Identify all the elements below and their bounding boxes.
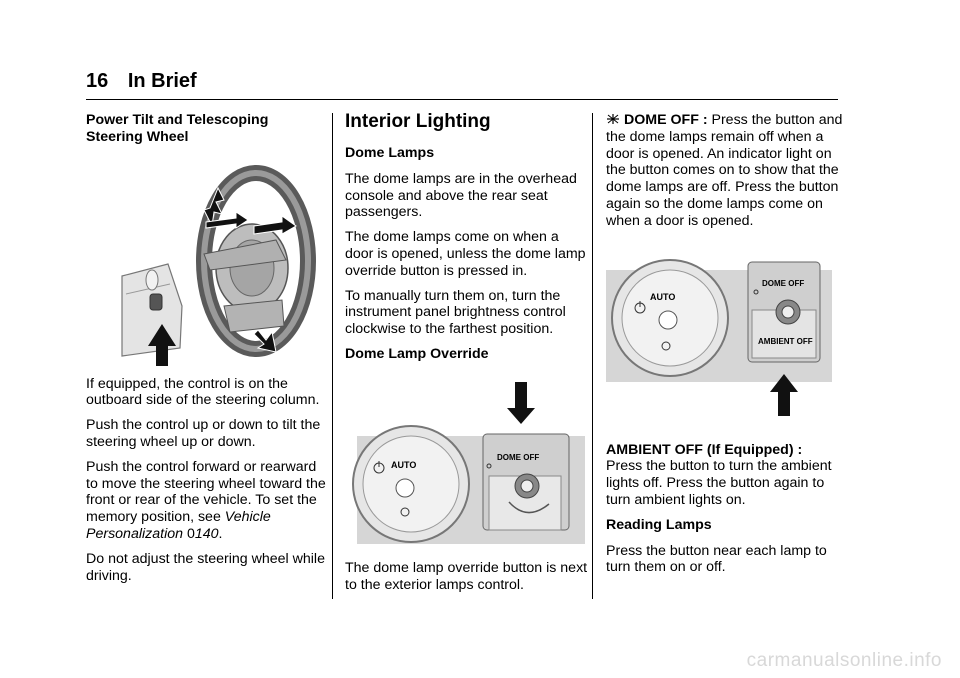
dome-override-illustration xyxy=(345,372,585,550)
column-3 xyxy=(606,112,852,584)
reading-lamps-heading: Reading Lamps xyxy=(606,516,712,533)
steering-p1: If equipped, the control is on the outboard side of the steering column. xyxy=(86,375,320,409)
footer-watermark: carmanualsonline.info xyxy=(746,650,942,671)
dome-off-label: DOME OFF xyxy=(497,452,540,462)
auto-label: AUTO xyxy=(391,459,417,470)
column-divider-1 xyxy=(332,113,333,599)
ambient-off-label: AMBIENT OFF xyxy=(758,336,813,346)
chapter-title: In Brief xyxy=(127,70,197,92)
dome-off-label-2: DOME OFF xyxy=(762,278,805,288)
ambient-off-description: AMBIENT OFF (If Equipped) : Press the button to turn the ambient lights off. Press the button again to turn ambient lights on. xyxy=(606,441,832,508)
dome-p1: The dome lamps are in the overhead console and above the rear seat passengers. xyxy=(345,170,577,221)
header-rule xyxy=(86,99,838,100)
steering-wheel-heading: Power Tilt and Telescoping Steering Wheel xyxy=(86,112,269,145)
column-divider-2 xyxy=(592,113,593,599)
dome-p3: To manually turn them on, turn the instrument panel brightness control clockwise to the farthest position. xyxy=(345,287,566,338)
dome-p2: The dome lamps come on when a door is opened, unless the dome lamp override button is pressed in. xyxy=(345,229,586,279)
steering-p3: Push the control forward or rearward to move the steering wheel toward the front or rear of the vehicle. To set the memory position, see Vehicle Personalization 0140. xyxy=(86,458,326,542)
dome-lamps-heading: Dome Lamps xyxy=(345,145,435,161)
page-header xyxy=(86,70,197,93)
xref-link[interactable]: Vehicle Personalization xyxy=(86,509,271,542)
dome-off-description: DOME OFF : Press the button and the dome lamps remain off when a door is opened. An indicator light on the button comes on to show that the dome lamps are off. Press the button again so the dome lamps come on when a door is opened. xyxy=(606,112,843,229)
xref-page[interactable]: 140 xyxy=(194,525,219,542)
steering-p2: Push the control up or down to tilt the steering wheel up or down. xyxy=(86,417,321,450)
section-title: Interior Lighting xyxy=(345,111,491,132)
page-number: 16 xyxy=(86,70,109,92)
reading-lamps-text: Press the button near each lamp to turn them on or off. xyxy=(606,542,827,576)
auto-label-2: AUTO xyxy=(650,291,676,302)
xref-arrow-icon: 0 xyxy=(186,525,195,542)
dome-p4: The dome lamp override button is next to the exterior lamps control. xyxy=(345,559,588,593)
dome-lamp-icon xyxy=(606,113,620,125)
column-2 xyxy=(345,112,591,601)
steering-wheel-illustration xyxy=(86,156,332,366)
column-1 xyxy=(86,112,332,592)
dome-override-heading: Dome Lamp Override xyxy=(345,345,489,362)
steering-p4: Do not adjust the steering wheel while driving. xyxy=(86,550,325,584)
ambient-off-illustration xyxy=(606,246,846,432)
